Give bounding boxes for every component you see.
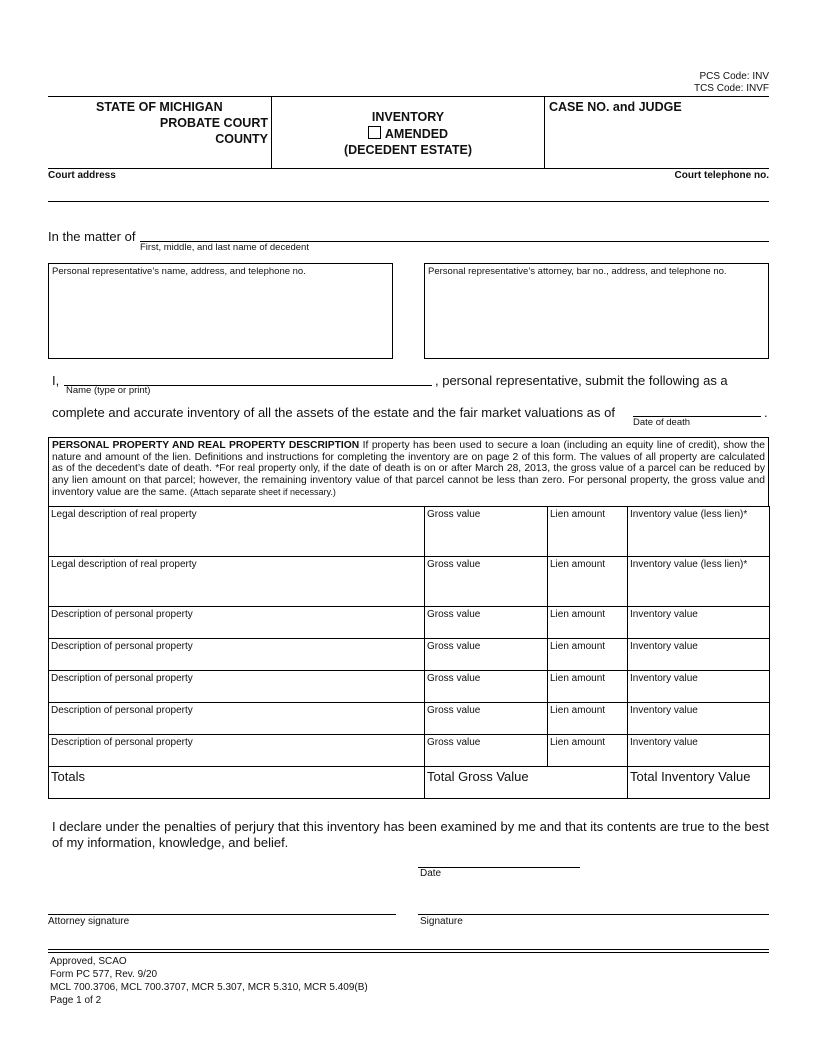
total-gross-value-cell[interactable]: Total Gross Value (425, 767, 628, 799)
totals-label: Totals (49, 767, 425, 799)
matter-prefix: In the matter of (48, 229, 136, 244)
property-description-heading: PERSONAL PROPERTY AND REAL PROPERTY DESCRIPTION (52, 440, 360, 451)
inventory-value-cell[interactable]: Inventory value (less lien)* (628, 507, 770, 557)
table-row (49, 735, 770, 767)
date-field[interactable] (418, 867, 580, 868)
gross-value-cell[interactable]: Gross value (425, 607, 548, 639)
amended-checkbox[interactable] (368, 126, 381, 139)
court-name: PROBATE COURT (159, 116, 268, 130)
desc-cell[interactable]: Description of personal property (49, 639, 425, 671)
form-codes (694, 71, 769, 95)
state-name: STATE OF MICHIGAN (96, 100, 223, 114)
form-number: Form PC 577, Rev. 9/20 (50, 969, 158, 980)
lien-amount-cell[interactable]: Lien amount (548, 639, 628, 671)
total-inventory-value-cell[interactable]: Total Inventory Value (628, 767, 770, 799)
attach-sheet-note: (Attach separate sheet if necessary.) (189, 486, 336, 497)
lien-amount-cell[interactable]: Lien amount (548, 703, 628, 735)
decedent-name-caption: First, middle, and last name of decedent (140, 242, 309, 253)
lien-amount-cell[interactable]: Lien amount (548, 607, 628, 639)
statement-suffix: , personal representative, submit the following as a (435, 373, 728, 388)
gross-value-cell[interactable]: Gross value (425, 557, 548, 607)
approval-note: Approved, SCAO (50, 956, 127, 967)
amended-option[interactable] (272, 126, 544, 141)
inventory-table (48, 506, 770, 799)
gross-value-cell[interactable]: Gross value (425, 735, 548, 767)
lien-amount-cell[interactable]: Lien amount (548, 735, 628, 767)
totals-row (49, 767, 770, 799)
court-telephone-label: Court telephone no. (674, 170, 769, 181)
inventory-value-cell[interactable]: Inventory value (628, 671, 770, 703)
desc-cell[interactable]: Description of personal property (49, 703, 425, 735)
gross-value-cell[interactable]: Gross value (425, 507, 548, 557)
amended-label: AMENDED (384, 127, 449, 141)
inventory-value-cell[interactable]: Inventory value (628, 639, 770, 671)
inventory-value-cell[interactable]: Inventory value (628, 607, 770, 639)
court-address-label: Court address (48, 170, 116, 181)
desc-cell[interactable]: Description of personal property (49, 735, 425, 767)
statement-period: . (764, 405, 768, 420)
lien-amount-cell[interactable]: Lien amount (548, 671, 628, 703)
county-label: COUNTY (215, 132, 268, 146)
gross-value-cell[interactable]: Gross value (425, 671, 548, 703)
form-title: INVENTORY (371, 110, 445, 124)
statement-i: I, (52, 373, 60, 388)
desc-cell[interactable]: Legal description of real property (49, 507, 425, 557)
table-row (49, 639, 770, 671)
attorney-info-box[interactable] (424, 263, 769, 359)
attorney-signature-caption: Attorney signature (48, 916, 130, 927)
desc-cell[interactable]: Legal description of real property (49, 557, 425, 607)
desc-cell[interactable]: Description of personal property (49, 607, 425, 639)
perjury-declaration: I declare under the penalties of perjury that this inventory has been examined by me and that its contents are true to the best of my information, knowledge, and belief. (52, 819, 769, 850)
table-row (49, 671, 770, 703)
inventory-value-cell[interactable]: Inventory value (628, 703, 770, 735)
signature-caption: Signature (420, 916, 463, 927)
lien-amount-cell[interactable]: Lien amount (548, 507, 628, 557)
inventory-value-cell[interactable]: Inventory value (628, 735, 770, 767)
table-row (49, 703, 770, 735)
attorney-info-label: Personal representative’s attorney, bar no., address, and telephone no. (428, 266, 727, 277)
rep-name-caption: Name (type or print) (66, 385, 151, 396)
form-footer (50, 955, 368, 1007)
attorney-signature-field[interactable] (48, 914, 396, 915)
rep-info-label: Personal representative’s name, address, and telephone no. (52, 266, 306, 277)
desc-cell[interactable]: Description of personal property (49, 671, 425, 703)
date-of-death-caption: Date of death (633, 417, 691, 428)
date-caption: Date (420, 868, 442, 879)
signature-field[interactable] (418, 914, 769, 915)
statement-line2: complete and accurate inventory of all the assets of the estate and the fair market valuations as of (52, 405, 615, 420)
table-row (49, 607, 770, 639)
inventory-value-cell[interactable]: Inventory value (less lien)* (628, 557, 770, 607)
gross-value-cell[interactable]: Gross value (425, 639, 548, 671)
rep-info-box[interactable] (48, 263, 393, 359)
tcs-code: TCS Code: INVF (693, 83, 769, 94)
legal-citations: MCL 700.3706, MCL 700.3707, MCR 5.307, MCR 5.310, MCR 5.409(B) (50, 982, 368, 993)
lien-amount-cell[interactable]: Lien amount (548, 557, 628, 607)
case-number-label: CASE NO. and JUDGE (549, 100, 682, 114)
page-number: Page 1 of 2 (50, 995, 102, 1006)
pcs-code: PCS Code: INV (699, 71, 769, 82)
table-row (49, 507, 770, 557)
table-row (49, 557, 770, 607)
property-description-intro (48, 437, 769, 507)
gross-value-cell[interactable]: Gross value (425, 703, 548, 735)
property-description-body: If property has been used to secure a loan (including an equity line of credit), show the nature and amount of the lien. Definitions and instructions for completing the inventory are on page 2 of this form. The values of all property are calculated as of the decedent’s date of death. *For real property only, if the date of death is on or after March 28, 2013, the gross value of a parcel can be reduced by any lien amount on that parcel; however, the remaining inventory value of that parcel cannot be less than zero. For personal property, the gross value and inventory value are the same. (52, 440, 765, 498)
form-subtitle: (DECEDENT ESTATE) (343, 143, 472, 157)
